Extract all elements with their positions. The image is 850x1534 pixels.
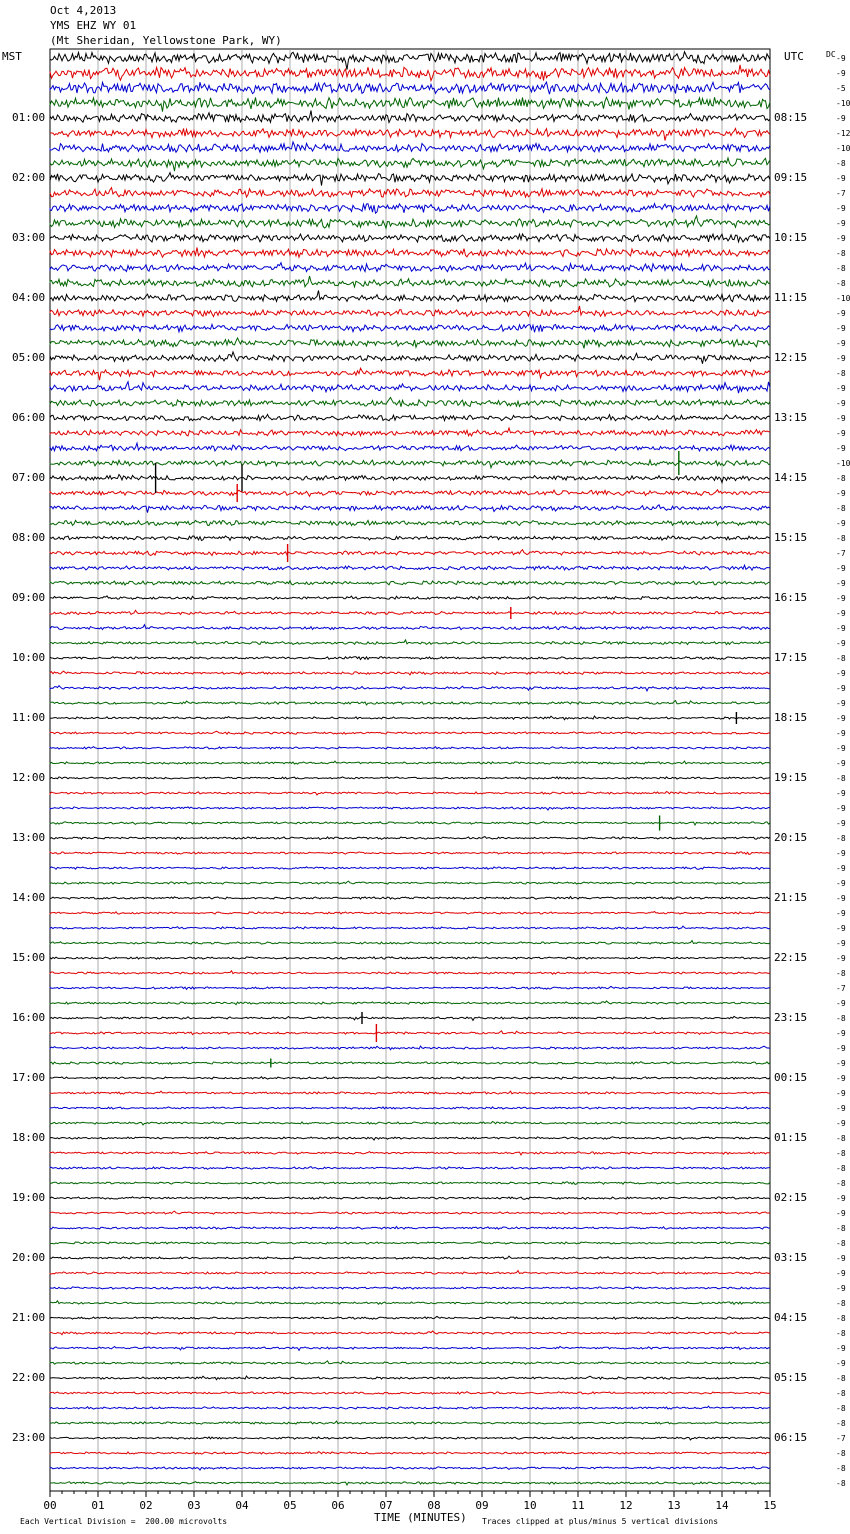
trace-44 — [50, 716, 770, 720]
x-tick-label: 08 — [427, 1499, 441, 1512]
trace-dc-offset: -7 — [836, 1434, 846, 1443]
trace-48 — [50, 777, 770, 779]
trace-1 — [50, 65, 770, 81]
trace-dc-offset: -9 — [836, 324, 846, 333]
trace-50 — [50, 807, 770, 810]
trace-69 — [50, 1091, 770, 1094]
trace-dc-offset: -9 — [836, 1119, 846, 1128]
trace-dc-offset: -9 — [836, 219, 846, 228]
trace-52 — [50, 837, 770, 840]
trace-dc-offset: -8 — [836, 1374, 846, 1383]
right-hour-label: 05:15 — [774, 1371, 808, 1384]
left-hour-label: 19:00 — [12, 1191, 46, 1204]
right-hour-label: 11:15 — [774, 291, 808, 304]
left-hour-label: 05:00 — [12, 351, 46, 364]
trace-38 — [50, 625, 770, 630]
trace-dc-offset: -8 — [836, 1479, 846, 1488]
trace-dc-offset: -8 — [836, 369, 846, 378]
trace-dc-offset: -9 — [836, 849, 846, 858]
trace-0 — [50, 52, 770, 70]
trace-dc-offset: -9 — [836, 234, 846, 243]
trace-89 — [50, 1392, 770, 1395]
x-axis-label: TIME (MINUTES) — [374, 1511, 467, 1524]
trace-73 — [50, 1152, 770, 1155]
trace-dc-offset: -9 — [836, 804, 846, 813]
left-hour-label: 18:00 — [12, 1131, 46, 1144]
trace-29 — [50, 490, 770, 497]
trace-dc-offset: -8 — [836, 249, 846, 258]
right-hour-label: 10:15 — [774, 231, 808, 244]
trace-33 — [50, 550, 770, 556]
trace-77 — [50, 1211, 770, 1214]
trace-8 — [50, 173, 770, 186]
left-hour-label: 17:00 — [12, 1071, 46, 1084]
trace-94 — [50, 1467, 770, 1470]
trace-74 — [50, 1167, 770, 1170]
trace-10 — [50, 204, 770, 214]
trace-dc-offset: -9 — [836, 669, 846, 678]
trace-18 — [50, 324, 770, 332]
trace-5 — [50, 128, 770, 140]
trace-dc-offset: -9 — [836, 924, 846, 933]
right-hour-label: 03:15 — [774, 1251, 808, 1264]
right-hour-label: 09:15 — [774, 171, 808, 184]
x-tick-label: 00 — [43, 1499, 57, 1512]
left-hour-label: 13:00 — [12, 831, 46, 844]
trace-dc-offset: -9 — [836, 1074, 846, 1083]
trace-4 — [50, 111, 770, 123]
trace-dc-offset: -8 — [836, 834, 846, 843]
trace-dc-offset: -9 — [836, 1344, 846, 1353]
trace-76 — [50, 1197, 770, 1200]
trace-49 — [50, 792, 770, 795]
trace-31 — [50, 520, 770, 525]
trace-2 — [50, 82, 770, 94]
trace-25 — [50, 428, 770, 436]
trace-dc-offset: -9 — [836, 684, 846, 693]
trace-64 — [50, 1016, 770, 1020]
trace-39 — [50, 640, 770, 645]
trace-79 — [50, 1242, 770, 1245]
trace-65 — [50, 1031, 770, 1035]
trace-35 — [50, 581, 770, 585]
trace-66 — [50, 1046, 770, 1050]
trace-dc-offset: -8 — [836, 774, 846, 783]
station-code: YMS EHZ WY 01 — [50, 19, 137, 32]
trace-dc-offset: -9 — [836, 729, 846, 738]
trace-84 — [50, 1316, 770, 1319]
right-hour-label: 06:15 — [774, 1431, 808, 1444]
trace-dc-offset: -7 — [836, 984, 846, 993]
trace-dc-offset: -7 — [836, 189, 846, 198]
trace-dc-offset: -9 — [836, 339, 846, 348]
right-hour-label: 19:15 — [774, 771, 808, 784]
trace-51 — [50, 822, 770, 825]
trace-82 — [50, 1287, 770, 1289]
trace-dc-offset: -9 — [836, 204, 846, 213]
plot-frame — [50, 49, 770, 1491]
trace-dc-offset: -9 — [836, 744, 846, 753]
trace-dc-offset: -9 — [836, 54, 846, 63]
trace-dc-offset: -10 — [836, 144, 850, 153]
trace-43 — [50, 701, 770, 706]
trace-dc-offset: -10 — [836, 294, 850, 303]
trace-45 — [50, 731, 770, 734]
trace-72 — [50, 1137, 770, 1140]
trace-dc-offset: -8 — [836, 1329, 846, 1338]
trace-dc-offset: -9 — [836, 1269, 846, 1278]
trace-dc-offset: -9 — [836, 309, 846, 318]
trace-dc-offset: -8 — [836, 1164, 846, 1173]
x-tick-label: 04 — [235, 1499, 249, 1512]
trace-27 — [50, 460, 770, 468]
trace-54 — [50, 867, 770, 870]
x-tick-label: 12 — [619, 1499, 633, 1512]
trace-20 — [50, 352, 770, 364]
trace-86 — [50, 1346, 770, 1350]
trace-9 — [50, 188, 770, 197]
trace-46 — [50, 747, 770, 750]
x-tick-label: 15 — [763, 1499, 777, 1512]
trace-dc-offset: -9 — [836, 819, 846, 828]
trace-dc-offset: -9 — [836, 1089, 846, 1098]
right-hour-label: 20:15 — [774, 831, 808, 844]
trace-dc-offset: -9 — [836, 1209, 846, 1218]
trace-dc-offset: -9 — [836, 759, 846, 768]
trace-dc-offset: -9 — [836, 1254, 846, 1263]
trace-42 — [50, 686, 770, 691]
trace-dc-offset: -8 — [836, 654, 846, 663]
trace-dc-offset: -9 — [836, 879, 846, 888]
x-tick-label: 10 — [523, 1499, 537, 1512]
trace-dc-offset: -10 — [836, 99, 850, 108]
trace-68 — [50, 1077, 770, 1079]
trace-3 — [50, 97, 770, 111]
trace-dc-offset: -9 — [836, 174, 846, 183]
trace-88 — [50, 1376, 770, 1380]
trace-17 — [50, 306, 770, 317]
trace-dc-offset: -9 — [836, 354, 846, 363]
trace-61 — [50, 971, 770, 974]
left-hour-label: 14:00 — [12, 891, 46, 904]
trace-23 — [50, 398, 770, 407]
trace-59 — [50, 941, 770, 945]
right-hour-label: 13:15 — [774, 411, 808, 424]
left-hour-label: 08:00 — [12, 531, 46, 544]
trace-16 — [50, 291, 770, 302]
trace-32 — [50, 536, 770, 541]
right-hour-label: 21:15 — [774, 891, 808, 904]
trace-dc-offset: -8 — [836, 1134, 846, 1143]
trace-dc-offset: -9 — [836, 954, 846, 963]
trace-dc-offset: -9 — [836, 114, 846, 123]
trace-dc-offset: -9 — [836, 564, 846, 573]
x-tick-label: 07 — [379, 1499, 393, 1512]
trace-30 — [50, 505, 770, 513]
trace-dc-offset: -9 — [836, 1059, 846, 1068]
trace-dc-offset: -10 — [836, 459, 850, 468]
trace-dc-offset: -9 — [836, 714, 846, 723]
trace-dc-offset: -9 — [836, 69, 846, 78]
left-hour-label: 03:00 — [12, 231, 46, 244]
trace-93 — [50, 1452, 770, 1455]
x-tick-label: 03 — [187, 1499, 201, 1512]
trace-80 — [50, 1256, 770, 1259]
trace-dc-offset: -9 — [836, 894, 846, 903]
trace-15 — [50, 276, 770, 287]
trace-dc-offset: -8 — [836, 1239, 846, 1248]
trace-91 — [50, 1421, 770, 1424]
station-location: (Mt Sheridan, Yellowstone Park, WY) — [50, 34, 282, 47]
right-hour-label: 02:15 — [774, 1191, 808, 1204]
x-tick-label: 06 — [331, 1499, 345, 1512]
x-tick-label: 05 — [283, 1499, 297, 1512]
trace-dc-offset: -9 — [836, 384, 846, 393]
trace-dc-offset: -9 — [836, 519, 846, 528]
trace-dc-offset: -12 — [836, 129, 850, 138]
trace-dc-offset: -9 — [836, 789, 846, 798]
trace-40 — [50, 657, 770, 660]
trace-83 — [50, 1301, 770, 1305]
trace-dc-offset: -9 — [836, 1359, 846, 1368]
left-hour-label: 23:00 — [12, 1431, 46, 1444]
trace-28 — [50, 475, 770, 483]
right-hour-label: 15:15 — [774, 531, 808, 544]
trace-87 — [50, 1361, 770, 1364]
trace-dc-offset: -9 — [836, 1104, 846, 1113]
trace-57 — [50, 912, 770, 915]
trace-55 — [50, 881, 770, 884]
left-hour-label: 16:00 — [12, 1011, 46, 1024]
left-hour-label: 06:00 — [12, 411, 46, 424]
trace-dc-offset: -8 — [836, 1464, 846, 1473]
left-hour-label: 10:00 — [12, 651, 46, 664]
trace-dc-offset: -9 — [836, 939, 846, 948]
trace-dc-offset: -8 — [836, 1419, 846, 1428]
right-hour-label: 00:15 — [774, 1071, 808, 1084]
trace-22 — [50, 382, 770, 393]
left-hour-label: 22:00 — [12, 1371, 46, 1384]
x-tick-label: 01 — [91, 1499, 105, 1512]
trace-90 — [50, 1406, 770, 1409]
clip-note: Traces clipped at plus/minus 5 vertical divisions — [482, 1517, 719, 1526]
right-hour-label: 23:15 — [774, 1011, 808, 1024]
trace-60 — [50, 957, 770, 959]
left-hour-label: 07:00 — [12, 471, 46, 484]
trace-12 — [50, 234, 770, 242]
trace-92 — [50, 1437, 770, 1440]
trace-dc-offset: -9 — [836, 909, 846, 918]
trace-dc-offset: -8 — [836, 1404, 846, 1413]
x-tick-label: 02 — [139, 1499, 153, 1512]
trace-dc-offset: -8 — [836, 1299, 846, 1308]
left-hour-label: 09:00 — [12, 591, 46, 604]
trace-dc-offset: -9 — [836, 414, 846, 423]
trace-7 — [50, 158, 770, 171]
trace-95 — [50, 1482, 770, 1485]
trace-dc-offset: -9 — [836, 594, 846, 603]
trace-6 — [50, 142, 770, 152]
x-tick-label: 14 — [715, 1499, 729, 1512]
trace-dc-offset: -9 — [836, 579, 846, 588]
trace-dc-offset: -8 — [836, 1149, 846, 1158]
trace-dc-offset: -9 — [836, 1284, 846, 1293]
scale-note: Each Vertical Division = 200.00 microvolts — [20, 1517, 228, 1526]
trace-dc-offset: -8 — [836, 159, 846, 168]
right-hour-label: 16:15 — [774, 591, 808, 604]
trace-dc-offset: -8 — [836, 534, 846, 543]
trace-dc-offset: -9 — [836, 609, 846, 618]
trace-dc-offset: -9 — [836, 699, 846, 708]
trace-19 — [50, 338, 770, 349]
right-hour-label: 18:15 — [774, 711, 808, 724]
right-hour-label: 08:15 — [774, 111, 808, 124]
x-tick-label: 13 — [667, 1499, 681, 1512]
x-tick-label: 11 — [571, 1499, 585, 1512]
left-timezone: MST — [2, 50, 22, 63]
trace-34 — [50, 565, 770, 570]
right-hour-label: 12:15 — [774, 351, 808, 364]
left-hour-label: 20:00 — [12, 1251, 46, 1264]
trace-dc-offset: -9 — [836, 429, 846, 438]
left-hour-label: 04:00 — [12, 291, 46, 304]
trace-dc-offset: -8 — [836, 1389, 846, 1398]
right-timezone: UTC — [784, 50, 804, 63]
right-hour-label: 14:15 — [774, 471, 808, 484]
trace-dc-offset: -5 — [836, 84, 846, 93]
left-hour-label: 15:00 — [12, 951, 46, 964]
left-hour-label: 21:00 — [12, 1311, 46, 1324]
left-hour-label: 01:00 — [12, 111, 46, 124]
trace-dc-offset: -8 — [836, 1014, 846, 1023]
trace-dc-offset: -8 — [836, 1179, 846, 1188]
trace-dc-offset: -8 — [836, 1449, 846, 1458]
trace-dc-offset: -9 — [836, 1194, 846, 1203]
trace-62 — [50, 986, 770, 989]
right-hour-label: 04:15 — [774, 1311, 808, 1324]
trace-24 — [50, 414, 770, 421]
trace-dc-offset: -9 — [836, 1029, 846, 1038]
trace-dc-offset: -9 — [836, 639, 846, 648]
trace-75 — [50, 1182, 770, 1185]
trace-dc-offset: -9 — [836, 999, 846, 1008]
trace-85 — [50, 1331, 770, 1335]
trace-dc-offset: -7 — [836, 549, 846, 558]
trace-41 — [50, 671, 770, 675]
right-hour-label: 01:15 — [774, 1131, 808, 1144]
left-hour-label: 12:00 — [12, 771, 46, 784]
trace-dc-offset: -9 — [836, 399, 846, 408]
trace-dc-offset: -8 — [836, 1224, 846, 1233]
trace-71 — [50, 1122, 770, 1125]
left-hour-label: 11:00 — [12, 711, 46, 724]
trace-dc-offset: -8 — [836, 1314, 846, 1323]
trace-dc-offset: -9 — [836, 864, 846, 873]
trace-13 — [50, 248, 770, 258]
trace-36 — [50, 596, 770, 600]
trace-dc-offset: -8 — [836, 504, 846, 513]
trace-63 — [50, 1001, 770, 1005]
trace-dc-offset: -8 — [836, 474, 846, 483]
trace-47 — [50, 761, 770, 764]
trace-67 — [50, 1062, 770, 1065]
trace-dc-offset: -8 — [836, 969, 846, 978]
trace-78 — [50, 1227, 770, 1230]
trace-dc-offset: -9 — [836, 444, 846, 453]
trace-dc-offset: -8 — [836, 279, 846, 288]
left-hour-label: 02:00 — [12, 171, 46, 184]
trace-70 — [50, 1107, 770, 1109]
trace-dc-offset: -9 — [836, 1044, 846, 1053]
trace-81 — [50, 1271, 770, 1275]
trace-11 — [50, 216, 770, 228]
right-hour-label: 17:15 — [774, 651, 808, 664]
trace-21 — [50, 368, 770, 380]
trace-dc-offset: -9 — [836, 489, 846, 498]
trace-14 — [50, 263, 770, 272]
trace-dc-offset: -8 — [836, 264, 846, 273]
trace-53 — [50, 852, 770, 855]
x-tick-label: 09 — [475, 1499, 489, 1512]
trace-26 — [50, 443, 770, 451]
plot-date: Oct 4,2013 — [50, 4, 117, 17]
dc-label: DC — [826, 50, 836, 59]
trace-58 — [50, 926, 770, 929]
trace-56 — [50, 897, 770, 900]
trace-37 — [50, 610, 770, 614]
trace-dc-offset: -9 — [836, 624, 846, 633]
right-hour-label: 22:15 — [774, 951, 808, 964]
